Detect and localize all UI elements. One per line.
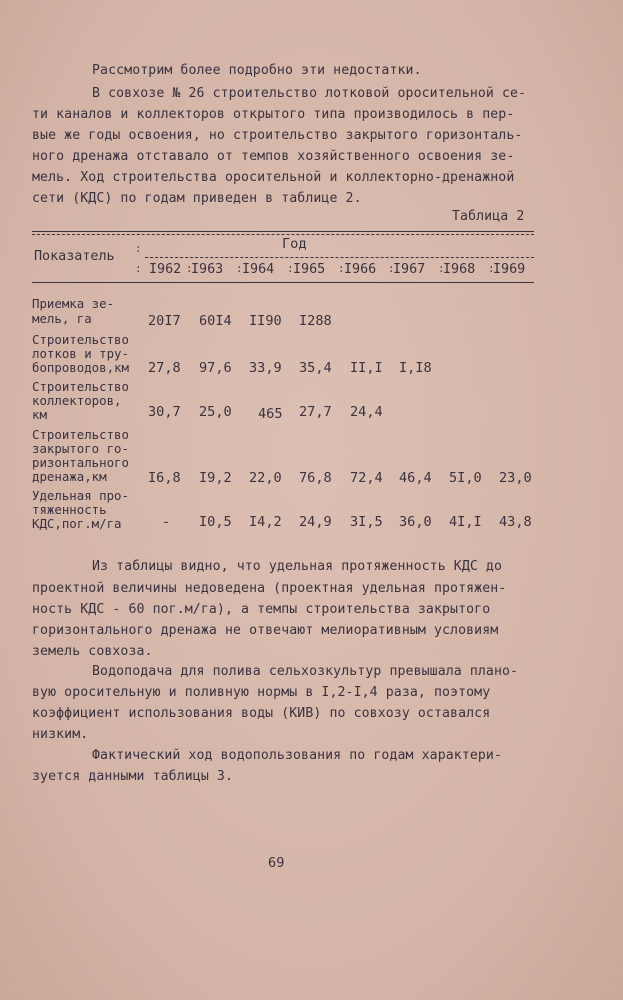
table-cell: 72,4 (350, 470, 383, 486)
body-line: ность КДС - 60 пог.м/га), а темпы строительства закрытого (32, 602, 491, 617)
table-cell: 5I,0 (449, 470, 482, 486)
year-cell: I969 (493, 262, 526, 277)
year-cell: I968 (443, 262, 476, 277)
table-cell: I,I8 (399, 360, 432, 376)
header-bottom-rule (32, 282, 534, 283)
intro-line: вые же годы освоения, но строительство закрытого горизонталь- (32, 128, 523, 143)
table-cell: 36,0 (399, 514, 432, 530)
header-separator: : (135, 242, 142, 255)
table-cell: - (162, 514, 171, 530)
header-separator: : (135, 262, 142, 275)
row-label: лотков и тру- (32, 346, 129, 361)
row-header: Показатель (34, 249, 115, 264)
year-separator: : (438, 262, 445, 275)
body-line: Водоподача для полива сельхозкультур превышала плано- (92, 664, 519, 679)
table-top-rule-2 (32, 234, 534, 235)
body-line: зуется данными таблицы 3. (32, 769, 233, 784)
year-separator: : (236, 262, 243, 275)
table-cell: 76,8 (299, 470, 332, 486)
body-line: низким. (32, 727, 89, 742)
page-number: 69 (268, 855, 285, 871)
intro-line: В совхозе № 26 строительство лотковой оросительной се- (92, 86, 527, 101)
year-cell: I962 (149, 262, 182, 277)
table-cell: 4I,I (449, 514, 482, 530)
year-cell: I965 (293, 262, 326, 277)
row-label: км (32, 407, 47, 422)
table-cell: 35,4 (299, 360, 332, 376)
table-cell: II,I (350, 360, 383, 376)
table-cell: 23,0 (499, 470, 532, 486)
row-label: тяженность (32, 502, 107, 517)
table-cell: 20I7 (148, 313, 181, 329)
table-cell: 33,9 (249, 360, 282, 376)
table-cell: 24,4 (350, 404, 383, 420)
body-line: коэффициент использования воды (КИВ) по совхозу оставался (32, 706, 491, 721)
table-cell: 97,6 (199, 360, 232, 376)
row-label: Строительство (32, 427, 129, 442)
year-separator: : (388, 262, 395, 275)
body-line: горизонтального дренажа не отвечают мелиоративным условиям (32, 623, 499, 638)
row-label: КДС,пог.м/га (32, 516, 122, 531)
intro-line: сети (КДС) по годам приведен в таблице 2. (32, 191, 362, 206)
table-cell: I0,5 (199, 514, 232, 530)
row-label: Удельная про- (32, 488, 129, 503)
year-separator: : (488, 262, 495, 275)
table-cell: I6,8 (148, 470, 181, 486)
table-cell: 25,0 (199, 404, 232, 420)
table-cell: II90 (249, 313, 282, 329)
intro-line: Рассмотрим более подробно эти недостатки. (92, 63, 422, 78)
table-cell: 27,7 (299, 404, 332, 420)
year-separator: : (186, 262, 193, 275)
table-top-rule (32, 231, 534, 232)
row-label: Строительство (32, 379, 129, 394)
table-cell: 43,8 (499, 514, 532, 530)
body-line: проектной величины недоведена (проектная удельная протяжен- (32, 581, 507, 596)
year-cell: I963 (191, 262, 224, 277)
row-label: Приемка зе- (32, 296, 115, 311)
year-separator: : (338, 262, 345, 275)
row-label: закрытого го- (32, 441, 129, 456)
table-cell: 465 (258, 406, 283, 422)
year-subrule (145, 257, 534, 258)
row-label: коллекторов, (32, 393, 122, 408)
table-cell: 3I,5 (350, 514, 383, 530)
intro-line: ти каналов и коллекторов открытого типа производилось в пер- (32, 107, 515, 122)
row-label: дренажа,км (32, 469, 107, 484)
table-cell: I9,2 (199, 470, 232, 486)
table-cell: 30,7 (148, 404, 181, 420)
table-cell: 27,8 (148, 360, 181, 376)
table-cell: 60I4 (199, 313, 232, 329)
table-cell: I4,2 (249, 514, 282, 530)
year-separator: : (287, 262, 294, 275)
year-cell: I964 (242, 262, 275, 277)
intro-line: ного дренажа отставало от темпов хозяйственного освоения зе- (32, 149, 515, 164)
table-cell: I288 (299, 313, 332, 329)
body-line: земель совхоза. (32, 644, 153, 659)
year-header: Год (282, 236, 307, 252)
table-cell: 24,9 (299, 514, 332, 530)
row-label: мель, га (32, 311, 92, 326)
body-line: Фактический ход водопользования по годам характери- (92, 748, 503, 763)
year-cell: I967 (393, 262, 426, 277)
intro-line: мель. Ход строительства оросительной и коллекторно-дренажной (32, 170, 515, 185)
row-label: Строительство (32, 332, 129, 347)
body-line: Из таблицы видно, что удельная протяженность КДС до (92, 559, 503, 574)
year-cell: I966 (344, 262, 377, 277)
body-line: вую оросительную и поливную нормы в I,2-I,4 раза, поэтому (32, 685, 491, 700)
table-cell: 22,0 (249, 470, 282, 486)
table-cell: 46,4 (399, 470, 432, 486)
row-label: ризонтального (32, 455, 129, 470)
row-label: бопроводов,км (32, 360, 129, 375)
table-caption: Таблица 2 (452, 209, 525, 224)
